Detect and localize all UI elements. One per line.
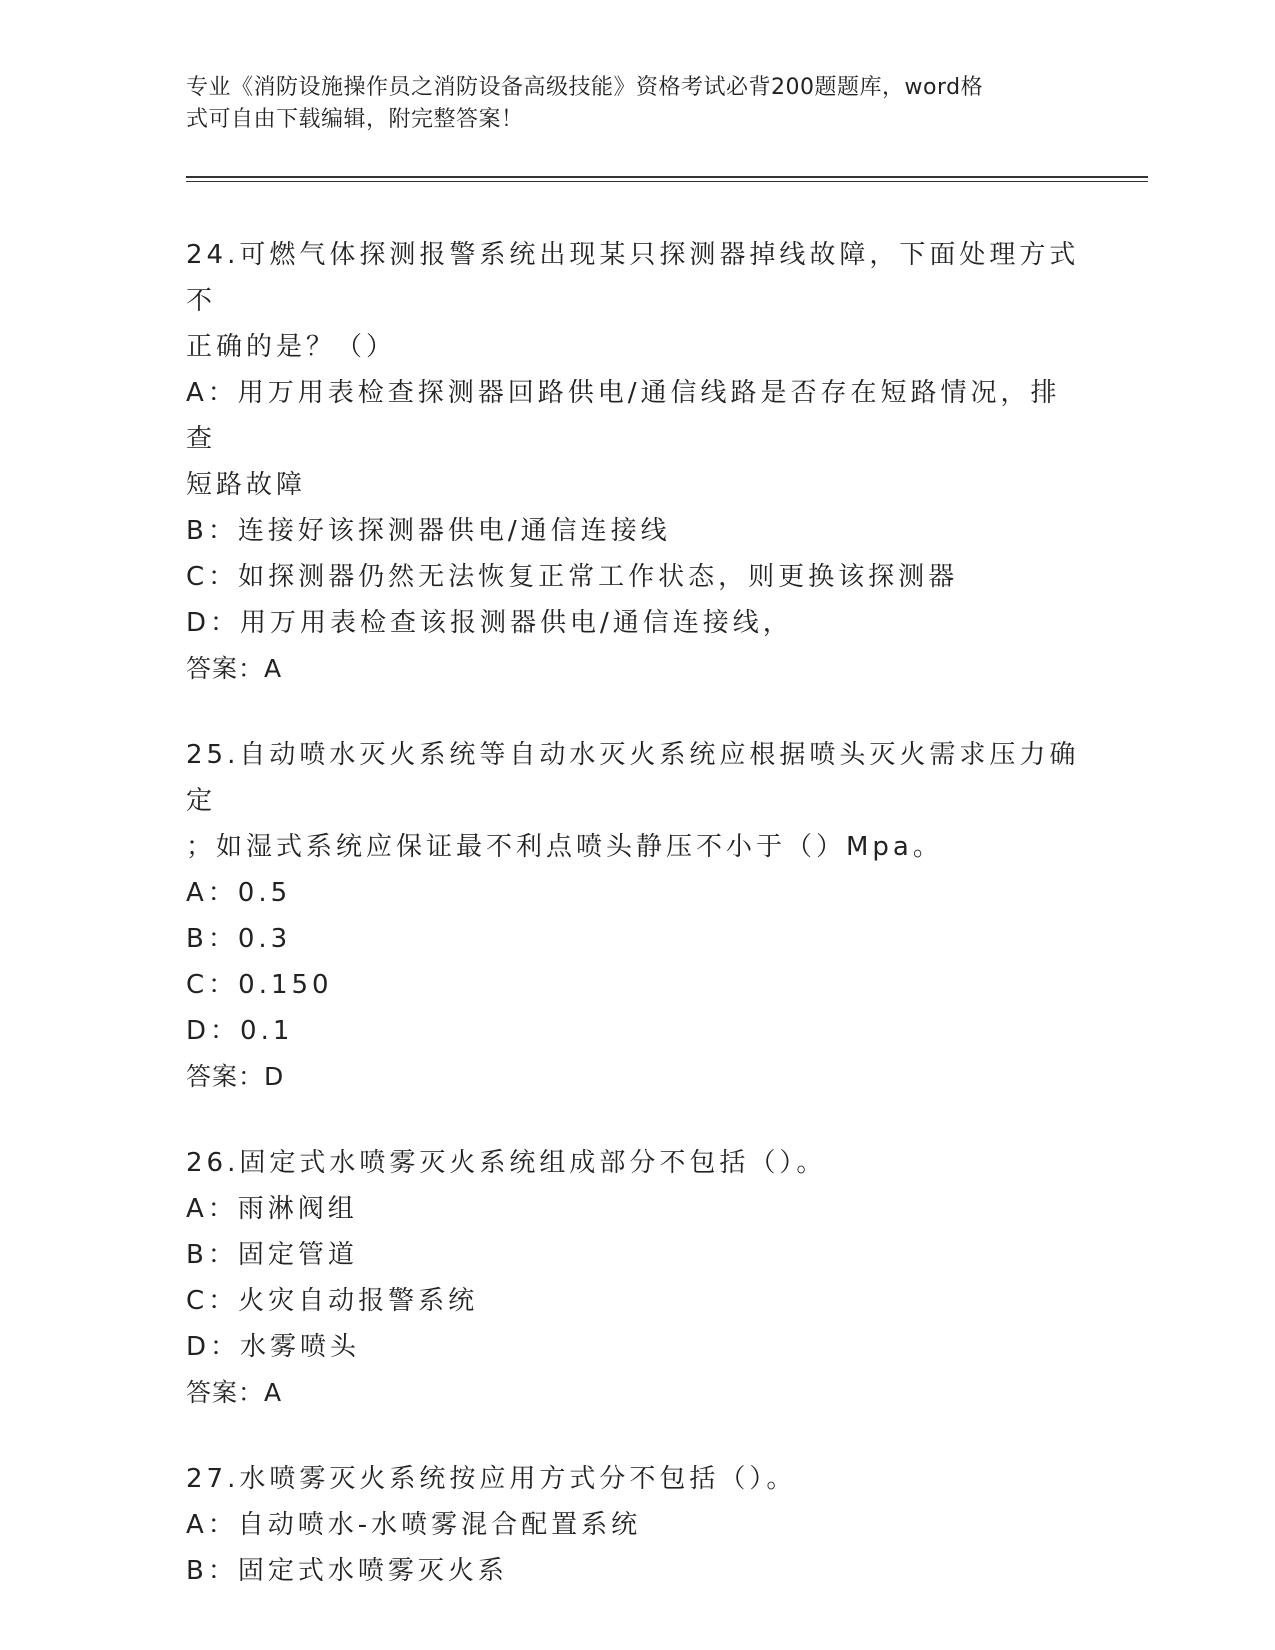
answer-option: D：水雾喷头	[186, 1332, 361, 1362]
question-item	[186, 732, 1086, 1100]
question-stem: 26.固定式水喷雾灭火系统组成部分不包括（）。	[186, 1148, 827, 1178]
document-header	[186, 72, 1066, 136]
answer-option: D：用万用表检查该报测器供电/通信连接线，	[186, 608, 793, 638]
answer-option: B：固定式水喷雾灭火系	[186, 1556, 508, 1586]
header-line-2: 式可自由下载编辑，附完整答案！	[186, 107, 524, 132]
answer-option: B：0.3	[186, 924, 292, 954]
answer-key: 答案：A	[186, 654, 283, 683]
question-stem: 27.水喷雾灭火系统按应用方式分不包括（）。	[186, 1464, 797, 1494]
answer-option: A：用万用表检查探测器回路供电/通信线路是否存在短路情况，排查	[186, 378, 1061, 454]
question-item	[186, 1140, 1086, 1416]
answer-key: 答案：A	[186, 1378, 283, 1407]
answer-option: B：连接好该探测器供电/通信连接线	[186, 516, 671, 546]
header-divider	[186, 176, 1148, 182]
answer-option: A：0.5	[186, 878, 292, 908]
answer-option: A：雨淋阀组	[186, 1194, 358, 1224]
answer-option: D：0.1	[186, 1016, 294, 1046]
answer-option: 短路故障	[186, 470, 307, 500]
answer-key: 答案：D	[186, 1062, 285, 1091]
answer-option: C：如探测器仍然无法恢复正常工作状态，则更换该探测器	[186, 562, 959, 592]
question-stem: ；如湿式系统应保证最不利点喷头静压不小于（）Mpa。	[186, 832, 943, 862]
question-item	[186, 232, 1086, 692]
question-stem: 24.可燃气体探测报警系统出现某只探测器掉线故障，下面处理方式不	[186, 240, 1080, 316]
header-line-1: 专业《消防设施操作员之消防设备高级技能》资格考试必背200题题库，word格	[186, 75, 984, 100]
question-stem: 正确的是？（）	[186, 332, 397, 362]
question-list	[186, 232, 1086, 1634]
answer-option: C：火灾自动报警系统	[186, 1286, 479, 1316]
answer-option: C：0.150	[186, 970, 333, 1000]
question-stem: 25.自动喷水灭火系统等自动水灭火系统应根据喷头灭火需求压力确定	[186, 740, 1080, 816]
answer-option: A：自动喷水-水喷雾混合配置系统	[186, 1510, 642, 1540]
question-item	[186, 1456, 1086, 1594]
answer-option: B：固定管道	[186, 1240, 358, 1270]
